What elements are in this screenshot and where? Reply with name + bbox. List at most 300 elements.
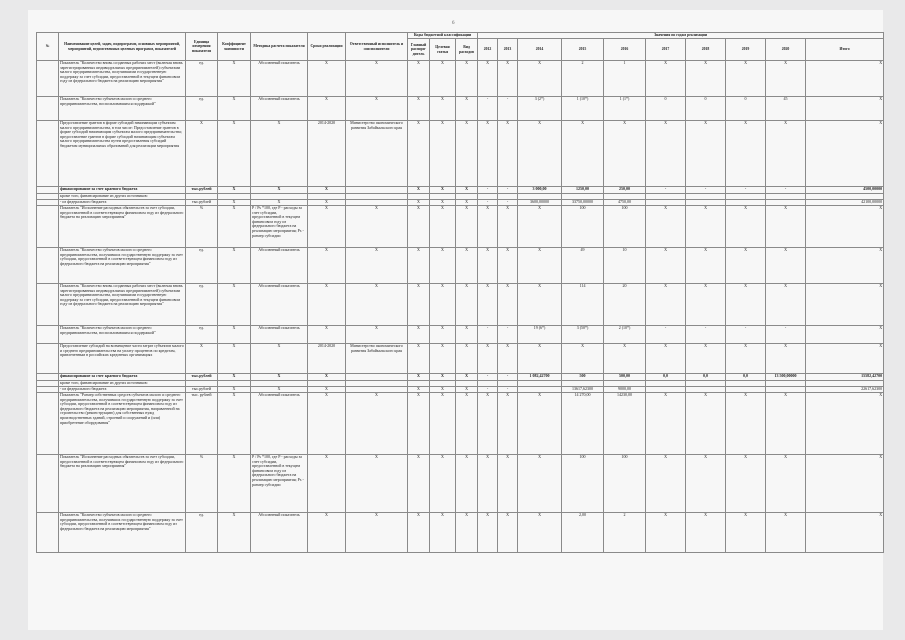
cell-total: X <box>806 61 884 97</box>
cell-total: 15582,42700 <box>806 374 884 381</box>
cell-2019: X <box>726 344 766 374</box>
cell-2012: - <box>478 187 498 194</box>
cell-unit: ед. <box>186 61 218 97</box>
cell-2014: 3600,00000 <box>518 200 562 206</box>
cell-2012: X <box>478 61 498 97</box>
header-year: 2014 <box>518 39 562 61</box>
header-unit: Единица измерения показателя <box>186 33 218 61</box>
cell-2018: 0,0 <box>686 374 726 381</box>
cell-period: X <box>308 387 346 393</box>
cell-2020: X <box>766 121 806 187</box>
cell-method: X <box>251 344 308 374</box>
cell-2014: X <box>518 344 562 374</box>
cell-2018: X <box>686 513 726 553</box>
cell-vr: X <box>456 187 478 194</box>
cell-executor <box>346 374 408 381</box>
cell-2017: X <box>646 61 686 97</box>
cell-name: - из федерального бюджета <box>59 387 186 393</box>
cell-2012: X <box>478 206 498 248</box>
cell-name: Показатель "Количество субъектов малого и среднего предпринимательства, получивших государственную поддержку за счет субсидии, предоставленной в соответствующем финансовом году из федерального бюджета на реализацию мероприятия" <box>59 513 186 553</box>
cell-coef: X <box>218 206 251 248</box>
cell-name: кроме того, финансирование из других источников: <box>59 381 186 387</box>
cell-2015: 14 270,00 <box>562 393 604 455</box>
table-row <box>37 187 884 194</box>
cell-unit: ед. <box>186 248 218 284</box>
cell-target: X <box>430 393 456 455</box>
header-year: 2012 <box>478 39 498 61</box>
cell-2018: X <box>686 121 726 187</box>
cell-unit: X <box>186 121 218 187</box>
table-row <box>37 374 884 381</box>
cell-2019: X <box>726 248 766 284</box>
cell-2016: 4750,00 <box>604 200 646 206</box>
cell-2020: X <box>766 248 806 284</box>
header-target: Целевая статья <box>430 39 456 61</box>
cell-period: 2014-2020 <box>308 121 346 187</box>
cell-grbs: X <box>408 387 430 393</box>
table-row <box>37 513 884 553</box>
cell-2017: - <box>646 326 686 344</box>
cell-method: X <box>251 200 308 206</box>
cell-method: Абсолютный показатель <box>251 393 308 455</box>
cell-2020: X <box>766 344 806 374</box>
cell-method: Абсолютный показатель <box>251 97 308 121</box>
header-coef: Коэффициент значимости <box>218 33 251 61</box>
cell-executor: X <box>346 455 408 513</box>
table-header <box>37 33 884 61</box>
cell-method: X <box>251 187 308 194</box>
cell-executor: Министерство экономического развития Забайкальского края <box>346 344 408 374</box>
cell-target: X <box>430 374 456 381</box>
cell-coef: X <box>218 326 251 344</box>
table-row <box>37 284 884 326</box>
header-vr: Вид расходов <box>456 39 478 61</box>
cell-2018: X <box>686 344 726 374</box>
cell-num <box>37 393 59 455</box>
cell-2020: - <box>766 187 806 194</box>
cell-period: X <box>308 248 346 284</box>
cell-target: X <box>430 284 456 326</box>
cell-2014: 3 000,00 <box>518 187 562 194</box>
cell-2016: X <box>604 344 646 374</box>
cell-vr: X <box>456 513 478 553</box>
cell-coef: X <box>218 284 251 326</box>
cell-2012: - <box>478 387 498 393</box>
cell-2014: X <box>518 455 562 513</box>
cell-total: X <box>806 206 884 248</box>
cell-vr: X <box>456 206 478 248</box>
cell-period: X <box>308 200 346 206</box>
cell-2016: 1 <box>604 61 646 97</box>
cell-2015: 500 <box>562 374 604 381</box>
cell-2016: 100 <box>604 206 646 248</box>
cell-2014: 3 (2*) <box>518 97 562 121</box>
cell-2012: - <box>478 200 498 206</box>
cell-2016: X <box>604 121 646 187</box>
cell-executor: X <box>346 393 408 455</box>
cell-unit: тыс.рублей <box>186 387 218 393</box>
cell-2015: 1 (10*) <box>562 97 604 121</box>
cell-total: X <box>806 121 884 187</box>
cell-2018: X <box>686 393 726 455</box>
cell-name: - из федерального бюджета <box>59 200 186 206</box>
cell-period: X <box>308 326 346 344</box>
cell-unit: тыс.рублей <box>186 200 218 206</box>
cell-target: X <box>430 344 456 374</box>
header-year: 2015 <box>562 39 604 61</box>
cell-target: X <box>430 248 456 284</box>
cell-method: X <box>251 374 308 381</box>
cell-method: Абсолютный показатель <box>251 513 308 553</box>
cell-2016: 1 (1*) <box>604 97 646 121</box>
cell-2016: 500,00 <box>604 374 646 381</box>
cell-vr: X <box>456 200 478 206</box>
cell-2017: X <box>646 455 686 513</box>
cell-total: X <box>806 455 884 513</box>
table-row <box>37 97 884 121</box>
cell-executor: X <box>346 248 408 284</box>
cell-grbs: X <box>408 97 430 121</box>
cell-2020: - <box>766 326 806 344</box>
cell-total: 4500,00000 <box>806 187 884 194</box>
cell-target: X <box>430 61 456 97</box>
cell-2014: 19 (6*) <box>518 326 562 344</box>
cell-num <box>37 187 59 194</box>
cell-2017: 0,0 <box>646 374 686 381</box>
cell-grbs: X <box>408 326 430 344</box>
cell-grbs: X <box>408 455 430 513</box>
cell-vr: X <box>456 121 478 187</box>
cell-2015: 49 <box>562 248 604 284</box>
cell-method: Абсолютный показатель <box>251 326 308 344</box>
cell-2016: 2 (10*) <box>604 326 646 344</box>
cell-total: 42100,00000 <box>806 200 884 206</box>
cell-period: X <box>308 513 346 553</box>
cell-target: X <box>430 206 456 248</box>
cell-2014: X <box>518 206 562 248</box>
table-body <box>37 61 884 553</box>
cell-unit: % <box>186 455 218 513</box>
cell-total: X <box>806 513 884 553</box>
cell-method: P / Рs *100, где P - расходы за счет субсидии, предоставленной в текущем финансовом году из федерального бюджета на реализацию мероприятия; Рs - размер субсидии <box>251 206 308 248</box>
table-row <box>37 121 884 187</box>
cell-vr: X <box>456 61 478 97</box>
cell-name: Показатель "Количество вновь созданных рабочих мест (включая вновь зарегистрированных индивидуальных предпринимателей) субъектами малого предпринимательства, получившими государственную поддержку за счет субсидии, предоставленной в текущем финансовом году из федерального бюджета на реализацию мероприятия" <box>59 61 186 97</box>
cell-name: финансирование за счет краевого бюджета <box>59 187 186 194</box>
cell-2017: X <box>646 513 686 553</box>
cell-2013: X <box>498 121 518 187</box>
cell-period: X <box>308 374 346 381</box>
cell-2013: X <box>498 344 518 374</box>
cell-2013: X <box>498 513 518 553</box>
table-row <box>37 393 884 455</box>
cell-2012: X <box>478 513 498 553</box>
cell-2013: - <box>498 326 518 344</box>
cell-num <box>37 326 59 344</box>
cell-unit: % <box>186 206 218 248</box>
cell-unit: ед. <box>186 513 218 553</box>
cell-2019: X <box>726 121 766 187</box>
cell-executor: X <box>346 97 408 121</box>
cell-total: X <box>806 326 884 344</box>
cell-vr: X <box>456 344 478 374</box>
cell-num <box>37 513 59 553</box>
cell-name: Предоставление грантов в форме субсидий начинающим субъектам малого предпринимательства, в том числе: Предоставление грантов в форме субсидий начинающим субъектам малого предпринимательства; предоставление грантов в форме субсидий начинающим субъектам малого предпринимательства путем предоставления субсидий бюджетам муниципальных образований для реализации мероприятия <box>59 121 186 187</box>
cell-2012: X <box>478 393 498 455</box>
cell-2015: 114 <box>562 284 604 326</box>
cell-2019: X <box>726 393 766 455</box>
cell-2012: X <box>478 284 498 326</box>
header-total: Итого <box>806 39 884 61</box>
cell-2014: 1 082,42700 <box>518 374 562 381</box>
cell-2019: X <box>726 455 766 513</box>
header-codes-group: Коды бюджетной классификации <box>408 33 478 39</box>
cell-num <box>37 284 59 326</box>
cell-coef: X <box>218 513 251 553</box>
cell-2016: 100 <box>604 455 646 513</box>
cell-2012: X <box>478 248 498 284</box>
header-num: № <box>37 33 59 61</box>
cell-2013: - <box>498 374 518 381</box>
cell-2013: X <box>498 61 518 97</box>
header-year: 2017 <box>646 39 686 61</box>
cell-executor <box>346 187 408 194</box>
table-row <box>37 344 884 374</box>
cell-period: X <box>308 61 346 97</box>
header-method: Методика расчета показателя <box>251 33 308 61</box>
cell-period: X <box>308 455 346 513</box>
cell-2020: X <box>766 513 806 553</box>
cell-2015: 3 (50*) <box>562 326 604 344</box>
header-year: 2016 <box>604 39 646 61</box>
cell-executor: X <box>346 513 408 553</box>
cell-2013: - <box>498 187 518 194</box>
cell-2020: X <box>766 455 806 513</box>
cell-2015: 2,00 <box>562 513 604 553</box>
cell-name: Показатель "Количество субъектов малого и среднего предпринимательства, воспользовавшихся поддержкой" <box>59 97 186 121</box>
cell-unit: тыс.рублей <box>186 187 218 194</box>
cell-2019: X <box>726 206 766 248</box>
cell-unit: X <box>186 344 218 374</box>
cell-grbs: X <box>408 187 430 194</box>
cell-vr: X <box>456 374 478 381</box>
cell-unit: тыс. рублей <box>186 393 218 455</box>
cell-2017: X <box>646 284 686 326</box>
cell-2018: X <box>686 284 726 326</box>
cell-2014: X <box>518 61 562 97</box>
cell-2018: 0 <box>686 97 726 121</box>
cell-2017: 0 <box>646 97 686 121</box>
cell-grbs: X <box>408 344 430 374</box>
cell-coef: X <box>218 344 251 374</box>
document-page <box>28 10 883 630</box>
header-year: 2019 <box>726 39 766 61</box>
cell-2018: X <box>686 206 726 248</box>
cell-unit: ед. <box>186 284 218 326</box>
cell-vr: X <box>456 326 478 344</box>
table-row <box>37 61 884 97</box>
cell-total: X <box>806 284 884 326</box>
cell-total: X <box>806 248 884 284</box>
cell-vr: X <box>456 455 478 513</box>
header-year: 2013 <box>498 39 518 61</box>
cell-2020: X <box>766 206 806 248</box>
cell-2020: X <box>766 61 806 97</box>
cell-2020: X <box>766 284 806 326</box>
header-year: 2018 <box>686 39 726 61</box>
cell-2015: 33750,00000 <box>562 200 604 206</box>
cell-method: Абсолютный показатель <box>251 61 308 97</box>
cell-2016: 10 <box>604 248 646 284</box>
cell-2017: - <box>646 187 686 194</box>
cell-target: X <box>430 187 456 194</box>
cell-coef: X <box>218 200 251 206</box>
cell-num <box>37 344 59 374</box>
cell-2013: X <box>498 206 518 248</box>
cell-num <box>37 121 59 187</box>
table-row <box>37 248 884 284</box>
cell-executor: X <box>346 326 408 344</box>
cell-vr: X <box>456 387 478 393</box>
cell-2015: 2 <box>562 61 604 97</box>
cell-2012: X <box>478 344 498 374</box>
cell-name: Показатель "Количество субъектов малого и среднего предпринимательства, воспользовавшихся поддержкой" <box>59 326 186 344</box>
cell-2014: X <box>518 393 562 455</box>
cell-method: Абсолютный показатель <box>251 284 308 326</box>
cell-num <box>37 206 59 248</box>
cell-method: Абсолютный показатель <box>251 248 308 284</box>
cell-coef: X <box>218 393 251 455</box>
cell-2012: - <box>478 97 498 121</box>
cell-grbs: X <box>408 200 430 206</box>
cell-grbs: X <box>408 206 430 248</box>
cell-executor: X <box>346 206 408 248</box>
cell-2014: X <box>518 513 562 553</box>
cell-2015: X <box>562 344 604 374</box>
cell-grbs: X <box>408 374 430 381</box>
cell-grbs: X <box>408 284 430 326</box>
cell-total: X <box>806 344 884 374</box>
cell-executor: Министерство экономического развития Забайкальского края <box>346 121 408 187</box>
header-period: Сроки реализации <box>308 33 346 61</box>
cell-num <box>37 97 59 121</box>
cell-2017: X <box>646 344 686 374</box>
cell-period: 2014-2020 <box>308 344 346 374</box>
cell-name: финансирование за счет краевого бюджета <box>59 374 186 381</box>
cell-name: Показатель "Количество субъектов малого и среднего предпринимательства, получивших государственную поддержку за счет субсидии, предоставленной в соответствующем финансовом году из федерального бюджета на реализацию мероприятия" <box>59 248 186 284</box>
cell-coef: X <box>218 61 251 97</box>
cell-grbs: X <box>408 513 430 553</box>
cell-period: X <box>308 393 346 455</box>
cell-target: X <box>430 326 456 344</box>
cell-2020: X <box>766 393 806 455</box>
program-table <box>36 32 884 553</box>
cell-name: Предоставление субсидий на возмещение части затрат субъектов малого и среднего предпринимательства на уплату процентов по кредитам, привлеченным в российских кредитных организациях <box>59 344 186 374</box>
cell-grbs: X <box>408 61 430 97</box>
cell-name: Показатель "Исполнение расходных обязательств за счет субсидии, предоставленной в соответствующем финансовом году из федерального бюджета на реализацию мероприятия" <box>59 455 186 513</box>
cell-2012: X <box>478 455 498 513</box>
cell-2017: X <box>646 121 686 187</box>
cell-period: X <box>308 206 346 248</box>
cell-2019: X <box>726 61 766 97</box>
cell-coef: X <box>218 248 251 284</box>
cell-target: X <box>430 200 456 206</box>
cell-2015: X <box>562 121 604 187</box>
cell-unit: ед. <box>186 97 218 121</box>
cell-period: X <box>308 284 346 326</box>
cell-2015: 1250,00 <box>562 187 604 194</box>
cell-2018: - <box>686 326 726 344</box>
cell-2019: 0,0 <box>726 374 766 381</box>
cell-2015: 100 <box>562 206 604 248</box>
cell-total: X <box>806 393 884 455</box>
cell-2019: X <box>726 284 766 326</box>
cell-2015: 100 <box>562 455 604 513</box>
header-grbs: Главный распоря-дитель <box>408 39 430 61</box>
table-row <box>37 206 884 248</box>
page-number: 6 <box>452 21 455 26</box>
cell-2013: X <box>498 284 518 326</box>
cell-method: X <box>251 387 308 393</box>
cell-name: Показатель "Исполнение расходных обязательств за счет субсидии, предоставленной в соответствующем финансовом году из федерального бюджета на реализацию мероприятия" <box>59 206 186 248</box>
cell-num <box>37 374 59 381</box>
cell-2017: X <box>646 393 686 455</box>
cell-2016: 20 <box>604 284 646 326</box>
cell-period: X <box>308 97 346 121</box>
cell-vr: X <box>456 248 478 284</box>
cell-2016: 9000,00 <box>604 387 646 393</box>
cell-2013: X <box>498 248 518 284</box>
cell-target: X <box>430 455 456 513</box>
cell-total: X <box>806 97 884 121</box>
cell-2012: - <box>478 326 498 344</box>
cell-coef: X <box>218 387 251 393</box>
cell-2020: 45 <box>766 97 806 121</box>
cell-2018: X <box>686 248 726 284</box>
cell-vr: X <box>456 97 478 121</box>
cell-target: X <box>430 513 456 553</box>
cell-2013: X <box>498 455 518 513</box>
table-row <box>37 455 884 513</box>
cell-target: X <box>430 387 456 393</box>
cell-method: P / Рs *100, где P - расходы за счет субсидии, предоставленной в текущем финансовом году из федерального бюджета на реализацию мероприятия; Рs - размер субсидии <box>251 455 308 513</box>
cell-grbs: X <box>408 393 430 455</box>
cell-executor: X <box>346 61 408 97</box>
cell-period: X <box>308 187 346 194</box>
cell-2019: - <box>726 187 766 194</box>
cell-2016: 2 <box>604 513 646 553</box>
cell-total: 22617,62300 <box>806 387 884 393</box>
cell-vr: X <box>456 393 478 455</box>
cell-target: X <box>430 97 456 121</box>
header-name: Наименование целей, задач, подпрограмм, основных мероприятий, мероприятий, ведомственных целевых программ, показателей <box>59 33 186 61</box>
cell-vr: X <box>456 284 478 326</box>
header-year: 2020 <box>766 39 806 61</box>
cell-2014: X <box>518 284 562 326</box>
cell-2018: X <box>686 61 726 97</box>
cell-2012: X <box>478 121 498 187</box>
cell-unit: тыс.рублей <box>186 374 218 381</box>
cell-name: Показатель "Размер собственных средств субъектов малого и среднего предпринимательства, получивших государственную поддержку за счет субсидии, предоставленной в соответствующем финансовом году из федерального бюджета на реализацию мероприятия, направленной на строительство (реконструкцию) для собственных нужд производственных зданий, строений и сооружений и (или) приобретение оборудования" <box>59 393 186 455</box>
cell-2019: X <box>726 513 766 553</box>
cell-num <box>37 61 59 97</box>
cell-2020: 13 500,00000 <box>766 374 806 381</box>
cell-2018: - <box>686 187 726 194</box>
cell-2015: 13617,62300 <box>562 387 604 393</box>
cell-2019: - <box>726 326 766 344</box>
cell-coef: X <box>218 455 251 513</box>
cell-2017: X <box>646 206 686 248</box>
